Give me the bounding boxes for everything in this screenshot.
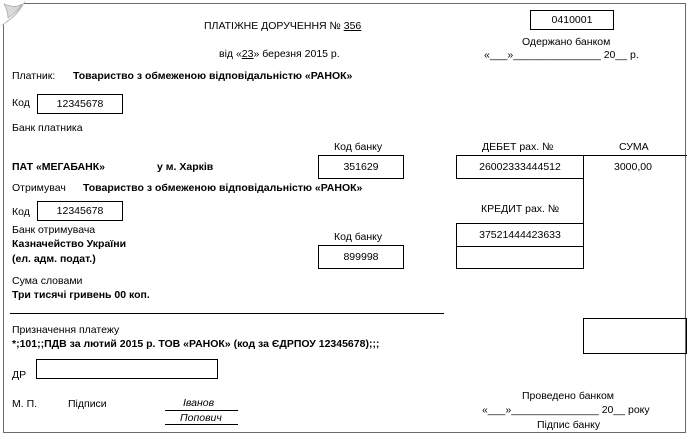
recipient-bank-code-box: [318, 245, 404, 269]
recipient-bank-name: Казначейство України: [12, 238, 127, 250]
sum-label: СУМА: [619, 141, 649, 153]
signer-1: Іванов: [183, 397, 215, 409]
debit-label: ДЕБЕТ рах. №: [482, 141, 554, 153]
page-curl-icon: [0, 0, 34, 34]
recipient-bank-note: (ел. адм. подат.): [12, 253, 96, 265]
purpose-label: Призначення платежу: [12, 324, 120, 336]
signatures-label: Підписи: [68, 398, 107, 410]
signer-2-line: [165, 424, 238, 425]
signer-2: Попович: [180, 412, 222, 424]
document-date: [219, 48, 340, 61]
document-number: 356: [343, 20, 362, 32]
form-code-box: [530, 10, 614, 30]
processed-label: Проведено банком: [522, 390, 614, 402]
payer-bank-code-label: Код банку: [334, 141, 383, 153]
purpose-side-box: [583, 318, 687, 354]
payer-bank-name: ПАТ «МЕГАБАНК»: [12, 161, 105, 173]
date-year: 2015 р.: [304, 48, 340, 60]
credit-extra-box: [456, 246, 584, 269]
recipient-bank-code: 899998: [343, 251, 379, 263]
dr-label: ДР: [12, 369, 27, 381]
dr-box: [36, 359, 218, 379]
debit-account-box: [456, 155, 584, 179]
recipient-bank-code-label: Код банку: [334, 231, 383, 243]
credit-account-box: [456, 223, 584, 247]
date-close: »: [253, 48, 260, 60]
recipient-bank-label: Банк отримувача: [12, 224, 96, 236]
sum-words-underline: [10, 313, 444, 314]
credit-account: 37521444423633: [479, 229, 561, 241]
payer-code-label: Код: [12, 97, 30, 109]
received-date: «___»_______________ 20__ р.: [484, 49, 639, 61]
recipient-code: 12345678: [56, 205, 104, 217]
recipient-name: Товариство з обмеженою відповідальністю «РАНОК»: [83, 182, 363, 194]
mp-label: М. П.: [12, 398, 38, 410]
payer-label: Платник:: [12, 70, 56, 82]
title-text: ПЛАТІЖНЕ ДОРУЧЕННЯ №: [204, 20, 341, 32]
payer-code-box: [37, 94, 123, 114]
signer-1-line: [165, 410, 238, 411]
sum-words-value: Три тисячі гривень 00 коп.: [12, 289, 150, 301]
document-title: [204, 20, 361, 33]
received-label: Одержано банком: [522, 36, 611, 48]
payer-code: 12345678: [56, 98, 104, 110]
debit-account: 26002333444512: [479, 161, 561, 173]
credit-label: КРЕДИТ рах. №: [481, 203, 560, 215]
form-code: 0410001: [551, 14, 593, 26]
payer-bank-code-box: [318, 155, 404, 179]
payer-bank-label: Банк платника: [12, 122, 83, 134]
recipient-label: Отримувач: [12, 182, 66, 194]
payer-name: Товариство з обмеженою відповідальністю «РАНОК»: [73, 70, 353, 82]
processed-date: «___»_______________ 20__ року: [482, 404, 650, 416]
recipient-code-box: [37, 201, 123, 221]
date-day: 23: [241, 48, 254, 60]
bank-signature-label: Підпис банку: [537, 419, 601, 431]
date-prefix: від «: [219, 48, 242, 60]
purpose-value: *;101;;ПДВ за лютий 2015 р. ТОВ «РАНОК» (код за ЄДРПОУ 12345678);;;: [12, 338, 380, 350]
payer-bank-city: у м. Харків: [157, 161, 214, 173]
payer-bank-code: 351629: [343, 161, 379, 173]
date-month: березня: [262, 48, 302, 60]
sum-value: 3000,00: [614, 161, 652, 173]
sum-words-label: Сума словами: [12, 275, 83, 287]
sum-top-line: [583, 155, 687, 156]
recipient-code-label: Код: [12, 206, 30, 218]
